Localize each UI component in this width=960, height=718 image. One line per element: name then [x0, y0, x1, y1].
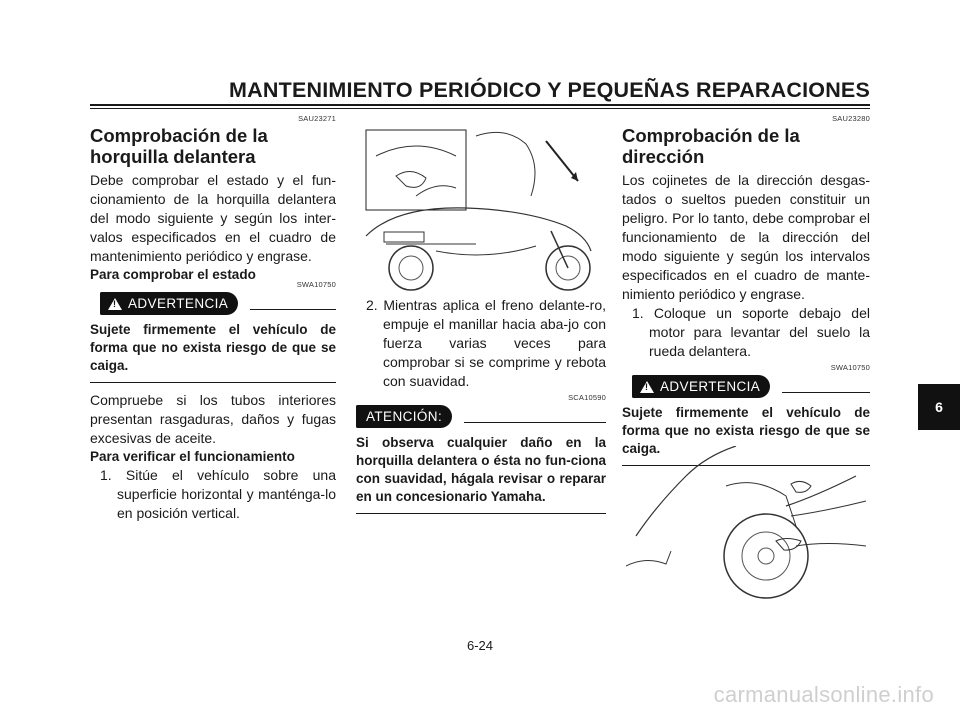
notice-header [356, 405, 606, 428]
subheading-operation: Para verificar el funcionamiento [90, 449, 295, 464]
page-number: 6-24 [466, 638, 494, 653]
chapter-tab: 6 [918, 384, 960, 430]
header-rule-thin [90, 108, 870, 109]
section-code: SAU23271 [298, 114, 336, 123]
warning-badge [100, 292, 238, 315]
warning-code: SWA10750 [296, 280, 336, 289]
subheading-condition: Para comprobar el estado [90, 267, 256, 282]
steering-illustration [626, 446, 870, 604]
step-1-text: 1. Sitúe el vehículo sobre una superficie horizontal y manténga-lo en posición vertical. [100, 467, 336, 521]
left-column [90, 112, 336, 523]
warning-label: ADVERTENCIA [128, 296, 229, 311]
warning-header [90, 292, 336, 315]
warning-line-right [782, 392, 870, 393]
scooter-illustration [356, 126, 606, 294]
warning-text: Sujete firmemente el vehículo de forma que no exista riesgo de que se caiga. [90, 321, 336, 383]
scooter-drawing [356, 126, 606, 294]
page-header: MANTENIMIENTO PERIÓDICO Y PEQUEÑAS REPARACIONES [229, 78, 870, 102]
notice-label: ATENCIÓN: [366, 409, 443, 424]
warning-code-right: SWA10750 [830, 363, 870, 372]
section-title-steering: Comprobación de la dirección [622, 125, 800, 167]
section-code-steering: SAU23280 [832, 114, 870, 123]
notice-line [464, 422, 606, 423]
notice-code: SCA10590 [568, 393, 606, 402]
header-rule [90, 104, 870, 106]
notice-badge [356, 405, 452, 428]
warning-triangle-icon [640, 381, 654, 393]
warning-badge-right [632, 375, 770, 398]
step-2-text: 2. Mientras aplica el freno delante-ro, empuje el manillar hacia aba-jo con fuerza varias veces para comprobar si se comprime y rebota con suavidad. [366, 297, 606, 389]
steering-step-1: 1. Coloque un soporte debajo del motor para levantar del suelo la rueda delantera. [632, 305, 870, 359]
front-fork-intro: Debe comprobar el estado y el fun-cionamiento de la horquilla delantera del modo siguiente y según los inter-valos especificados en el cuadro de mantenimiento periódico y engrase. [90, 172, 336, 264]
section-title-front-fork: Comprobación de la horquilla delantera [90, 125, 268, 167]
warning-text-right: Sujete firmemente el vehículo de forma que no exista riesgo de que se caiga. [622, 404, 870, 466]
warning-label-right: ADVERTENCIA [660, 379, 761, 394]
check-tubes-text: Compruebe si los tubos interiores presentan rasgaduras, daños y fugas excesivas de aceite. [90, 392, 336, 446]
warning-header-right [622, 375, 870, 398]
steering-drawing [626, 446, 870, 604]
watermark: carmanualsonline.info [713, 682, 934, 707]
right-column [622, 112, 870, 474]
notice-text: Si observa cualquier daño en la horquilla delantera o ésta no fun-ciona con suavidad, hágala revisar o reparar en un concesionario Yamaha. [356, 434, 606, 514]
warning-line [250, 309, 336, 310]
steering-intro: Los cojinetes de la dirección desgas-tados o sueltos pueden constituir un peligro. Por lo tanto, debe comprobar el funcionamiento de la dirección del modo siguiente y según los intervalos especificados en el cuadro de mante-nimiento periódico y engrase. [622, 172, 870, 302]
middle-column [356, 296, 606, 522]
warning-triangle-icon [108, 298, 122, 310]
